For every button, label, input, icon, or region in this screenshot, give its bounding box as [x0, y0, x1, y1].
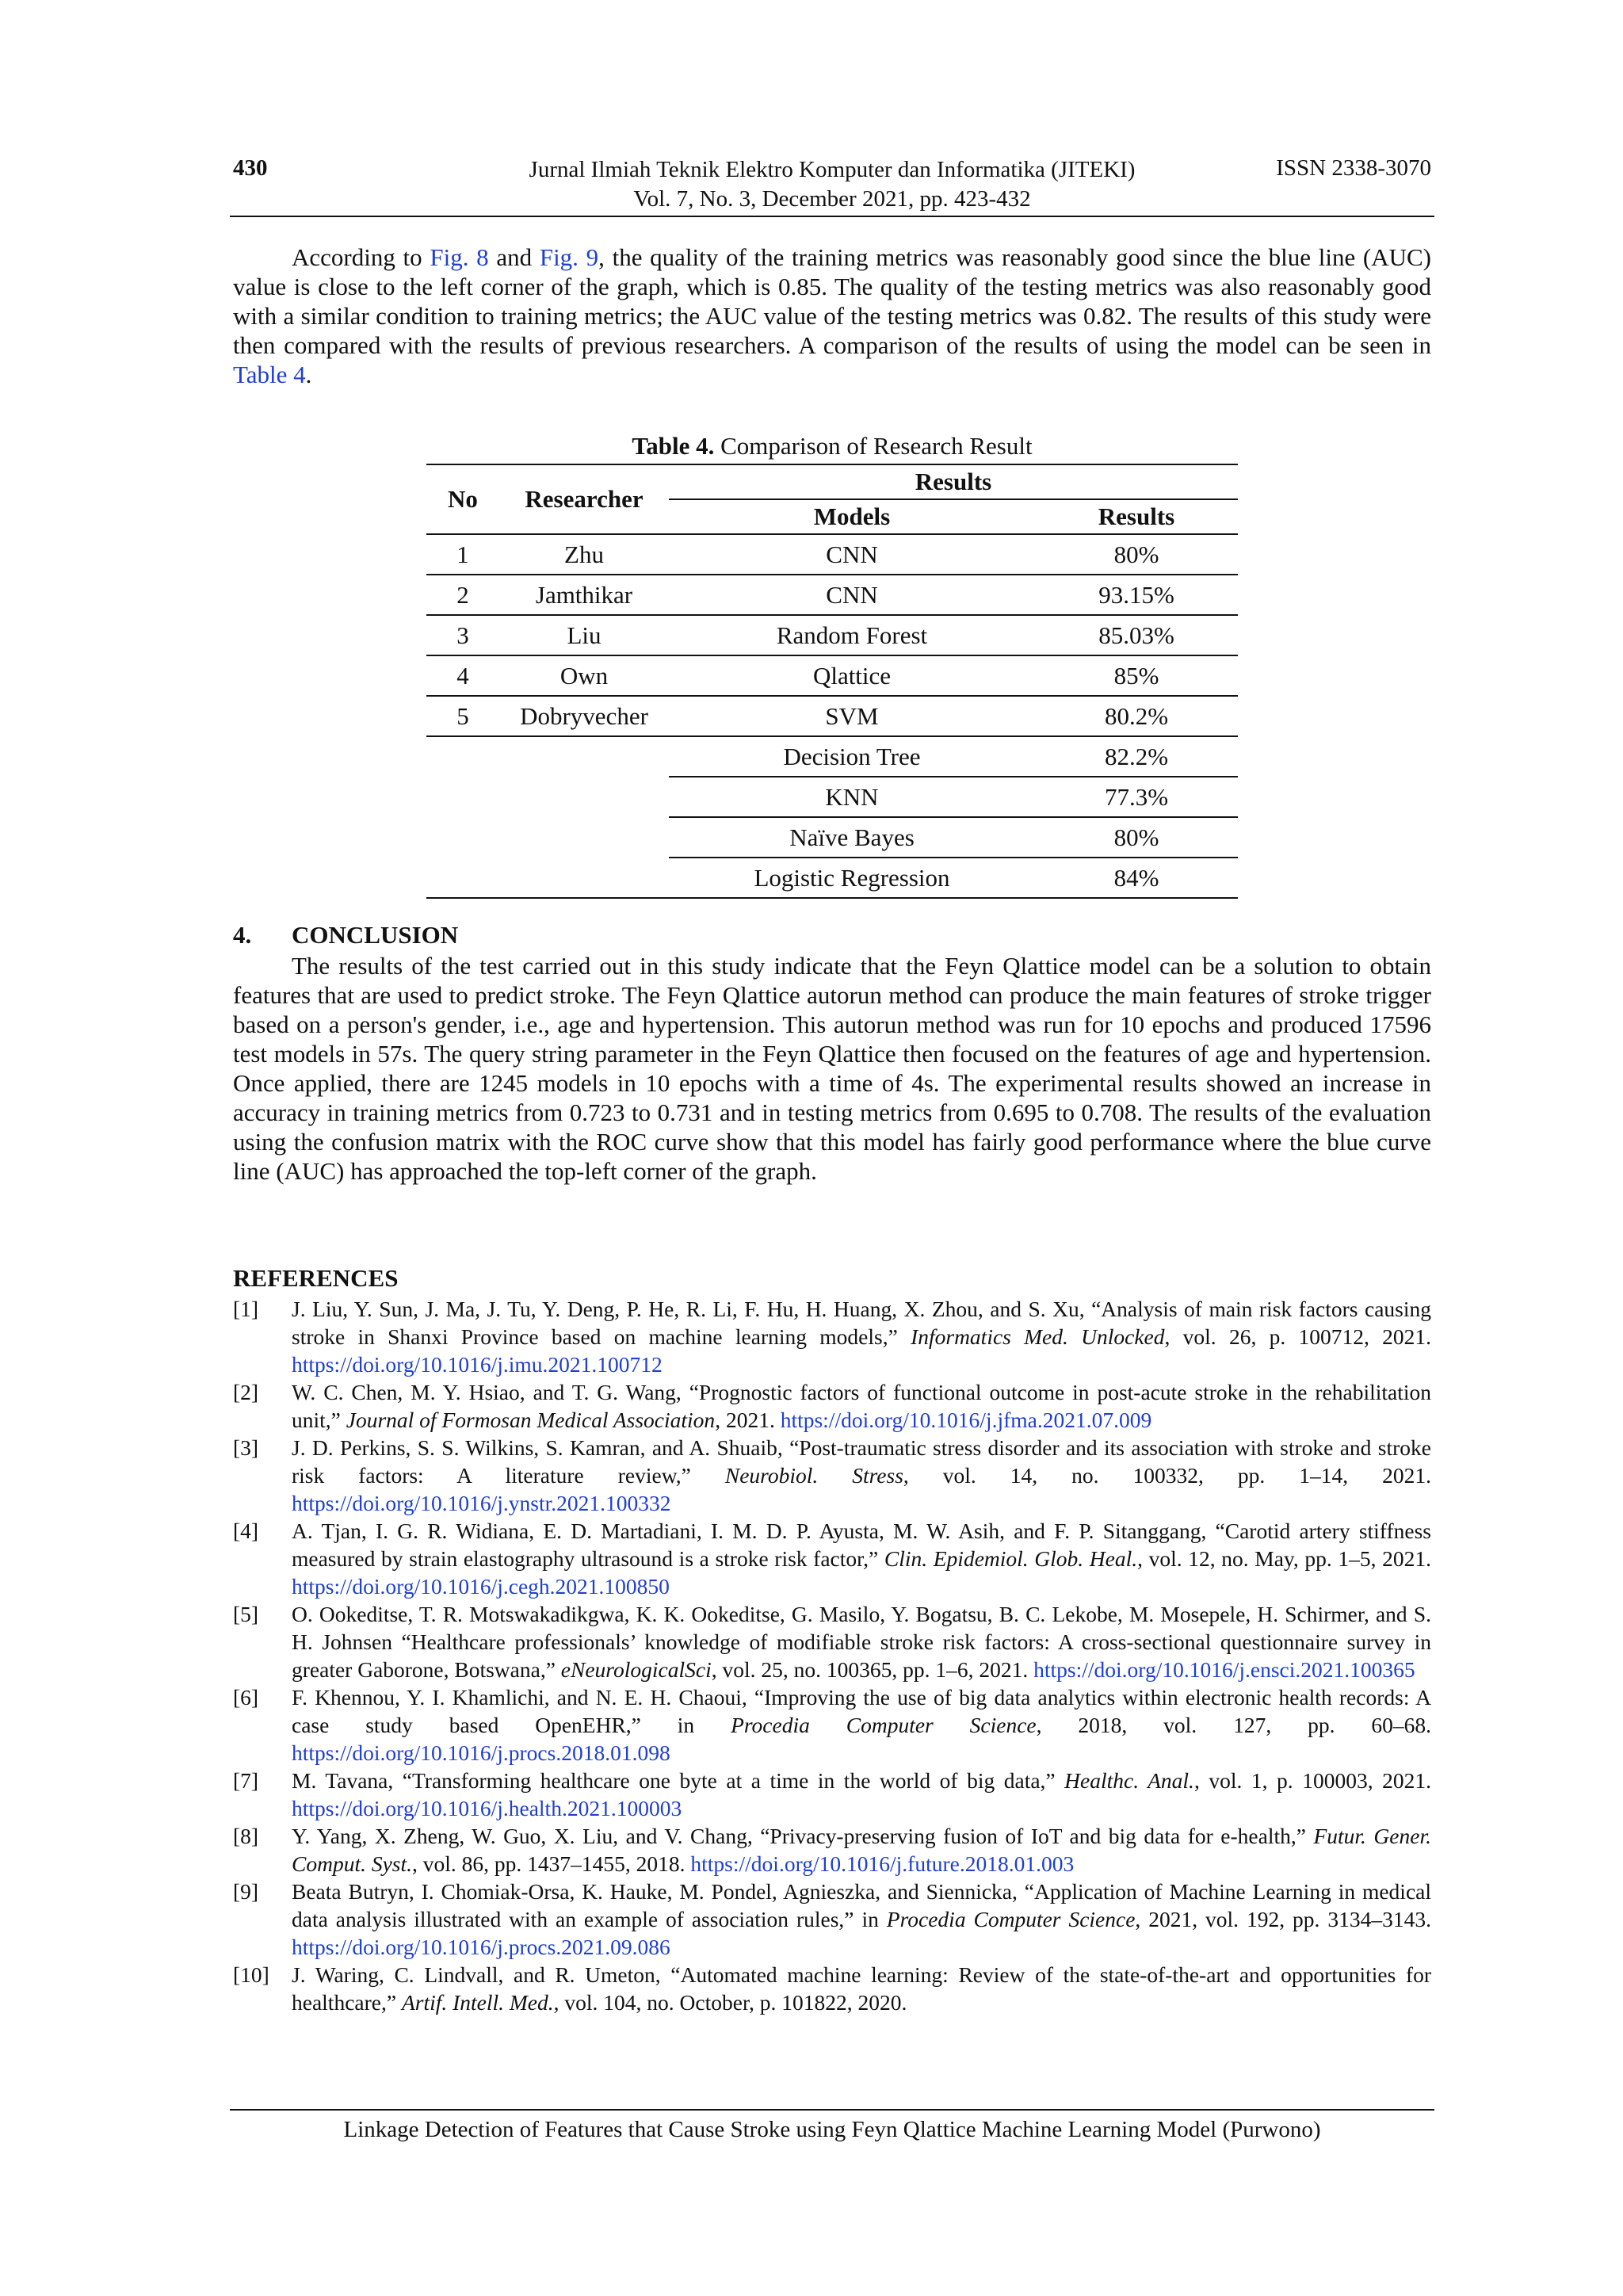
reference-details: , vol. 26, p. 100712, 2021.	[1164, 1324, 1432, 1349]
table-row	[426, 736, 1238, 777]
cell-model: CNN	[826, 580, 878, 609]
reference-doi-link[interactable]: https://doi.org/10.1016/j.ynstr.2021.100332	[292, 1491, 671, 1515]
reference-number: [1]	[233, 1297, 259, 1321]
cell-result: 85.03%	[1098, 621, 1174, 649]
cell-result: 84%	[1113, 863, 1159, 892]
cell-researcher: Dobryvecher	[520, 701, 648, 730]
cell-researcher: Zhu	[564, 540, 604, 568]
section-title: CONCLUSION	[292, 921, 459, 949]
conclusion-paragraph: The results of the test carried out in this study indicate that the Feyn Qlattice model can be a solution to obtain features that are used to predict stroke. The Feyn Qlattice autorun method can produce the main features of stroke trigger based on a person's gender, i.e., age and hypertension. This autorun method was run for 10 epochs and produced 17596 test models in 57s. The query string parameter in the Feyn Qlattice then focused on the features of age and hypertension. Once applied, there are 1245 models in 10 epochs with a time of 4s. The experimental results showed an increase in accuracy in training metrics from 0.723 to 0.731 and in testing metrics from 0.695 to 0.708. The results of the evaluation using the confusion matrix with the ROC curve show that this model has fairly good performance where the blue curve line (AUC) has approached the top-left corner of the graph.	[233, 952, 1431, 1185]
cell-researcher	[499, 817, 669, 858]
reference-details: , 2021, vol. 192, pp. 3134–3143.	[1135, 1907, 1431, 1931]
cell-no: 3	[456, 621, 469, 649]
reference-item	[233, 1683, 1431, 1767]
reference-list	[233, 1295, 1431, 2016]
reference-number: [10]	[233, 1962, 269, 1987]
intro-text-3: , the quality of the training metrics was reasonably good since the blue line (AUC) value is close to the left corner of the graph, which is 0.85. The quality of the testing metrics was also reasonably good with a similar condition to training metrics; the AUC value of the testing metrics was 0.82. The results of this study were then compared with the results of previous researchers. A comparison of the results of using the model can be seen in	[233, 243, 1431, 359]
reference-source: Futur. Gener. Comput. Syst.	[292, 1824, 1431, 1876]
reference-number: [5]	[233, 1602, 259, 1626]
intro-text-4: .	[305, 361, 312, 388]
reference-item	[233, 1517, 1431, 1600]
cell-model: Qlattice	[812, 661, 892, 690]
reference-details: , vol. 25, no. 100365, pp. 1–6, 2021.	[711, 1657, 1034, 1682]
cell-no	[426, 858, 499, 898]
cell-model: Naïve Bayes	[669, 817, 1035, 858]
cell-researcher: Liu	[567, 621, 601, 649]
reference-source: Procedia Computer Science	[886, 1907, 1136, 1931]
reference-details: , vol. 14, no. 100332, pp. 1–14, 2021.	[903, 1463, 1431, 1488]
cell-researcher: Jamthikar	[535, 580, 633, 609]
reference-number: [3]	[233, 1435, 259, 1460]
reference-source: Journal of Formosan Medical Association	[346, 1408, 716, 1432]
cell-result: 93.15%	[1098, 580, 1174, 609]
col-header-results-group: Results	[669, 464, 1238, 499]
references-heading: REFERENCES	[233, 1264, 399, 1292]
header-divider	[230, 216, 1434, 217]
page-footer: Linkage Detection of Features that Cause Stroke using Feyn Qlattice Machine Learning Model (Purwono)	[343, 2117, 1321, 2142]
reference-details: , 2021.	[715, 1408, 781, 1432]
cell-model: Decision Tree	[669, 736, 1035, 777]
reference-text: Y. Yang, X. Zheng, W. Guo, X. Liu, and V. Chang, “Privacy-preserving fusion of IoT and big data for e-health,”	[292, 1824, 1314, 1848]
cell-model: CNN	[826, 540, 878, 568]
fig8-link[interactable]: Fig. 8	[430, 243, 489, 271]
reference-text: J. Waring, C. Lindvall, and R. Umeton, “Automated machine learning: Review of the state-of-the-art and opportunities for healthcare,”	[292, 1962, 1431, 2015]
reference-doi-link[interactable]: https://doi.org/10.1016/j.ensci.2021.100365	[1033, 1657, 1415, 1682]
reference-number: [9]	[233, 1879, 259, 1904]
cell-model: SVM	[825, 701, 879, 730]
journal-title-line2: Vol. 7, No. 3, December 2021, pp. 423-432	[633, 186, 1031, 212]
cell-no: 4	[456, 661, 469, 690]
table-row	[426, 777, 1238, 817]
reference-source: Informatics Med. Unlocked	[911, 1324, 1165, 1349]
reference-source: Healthc. Anal.	[1064, 1768, 1194, 1793]
table-row	[426, 696, 1238, 736]
reference-doi-link[interactable]: https://doi.org/10.1016/j.imu.2021.100712	[292, 1352, 663, 1377]
reference-item	[233, 1434, 1431, 1517]
reference-item	[233, 1767, 1431, 1822]
reference-details: , vol. 12, no. May, pp. 1–5, 2021.	[1137, 1546, 1431, 1571]
cell-no: 1	[456, 540, 469, 568]
footer-divider	[230, 2109, 1434, 2111]
table-caption-text: Comparison of Research Result	[714, 432, 1033, 460]
reference-text: M. Tavana, “Transforming healthcare one byte at a time in the world of big data,”	[292, 1768, 1065, 1793]
intro-text-1: According to	[292, 243, 430, 271]
reference-source: Procedia Computer Science	[731, 1713, 1037, 1737]
cell-result: 80%	[1113, 540, 1159, 568]
reference-doi-link[interactable]: https://doi.org/10.1016/j.health.2021.100003	[292, 1796, 682, 1820]
reference-text: W. C. Chen, M. Y. Hsiao, and T. G. Wang, “Prognostic factors of functional outcome in post-acute stroke in the rehabilitation unit,”	[292, 1380, 1431, 1432]
col-header-no: No	[426, 464, 499, 534]
reference-text: J. D. Perkins, S. S. Wilkins, S. Kamran, and A. Shuaib, “Post-traumatic stress disorder and its association with stroke and stroke risk factors: A literature review,”	[292, 1435, 1431, 1488]
table-row	[426, 817, 1238, 858]
cell-no	[426, 736, 499, 777]
reference-number: [4]	[233, 1519, 259, 1543]
issn: ISSN 2338-3070	[1276, 155, 1431, 181]
cell-result: 80.2%	[1104, 701, 1169, 730]
reference-source: eNeurologicalSci	[560, 1657, 712, 1682]
cell-result: 85%	[1113, 661, 1159, 690]
reference-item	[233, 1822, 1431, 1878]
table4-link[interactable]: Table 4	[233, 361, 306, 388]
reference-text: A. Tjan, I. G. R. Widiana, E. D. Martadiani, I. M. D. P. Ayusta, M. W. Asih, and F. P. Sitanggang, “Carotid artery stiffness measured by strain elastography ultrasound is a stroke risk factor,”	[292, 1519, 1431, 1571]
fig9-link[interactable]: Fig. 9	[539, 243, 599, 271]
cell-researcher	[499, 736, 669, 777]
reference-text: F. Khennou, Y. I. Khamlichi, and N. E. H. Chaoui, “Improving the use of big data analytics within electronic health records: A case study based OpenEHR,” in	[292, 1685, 1431, 1737]
table-row	[426, 615, 1238, 655]
table-caption	[426, 432, 1238, 460]
reference-item	[233, 1295, 1431, 1378]
col-header-results: Results	[1035, 499, 1238, 534]
cell-result: 80%	[1035, 817, 1238, 858]
cell-no	[426, 777, 499, 817]
table-row	[426, 655, 1238, 696]
cell-model: KNN	[669, 777, 1035, 817]
cell-researcher	[499, 858, 669, 898]
reference-text: Beata Butryn, I. Chomiak-Orsa, K. Hauke, M. Pondel, Agnieszka, and Siennicka, “Application of Machine Learning in medical data analysis illustrated with an example of association rules,” in	[292, 1879, 1431, 1931]
reference-details: , vol. 1, p. 100003, 2021.	[1193, 1768, 1431, 1793]
cell-no: 2	[456, 580, 469, 609]
reference-source: Artif. Intell. Med.	[401, 1990, 554, 2015]
table-row	[426, 575, 1238, 615]
page-number: 430	[233, 155, 268, 181]
reference-details: , vol. 104, no. October, p. 101822, 2020.	[553, 1990, 907, 2015]
cell-no: 5	[456, 701, 469, 730]
reference-item	[233, 1878, 1431, 1961]
reference-number: [7]	[233, 1768, 259, 1793]
conclusion-heading	[233, 921, 458, 949]
cell-researcher	[499, 777, 669, 817]
reference-source: Clin. Epidemiol. Glob. Heal.	[884, 1546, 1138, 1571]
reference-item	[233, 1600, 1431, 1683]
journal-title-line1: Jurnal Ilmiah Teknik Elektro Komputer dan Informatika (JITEKI)	[529, 157, 1136, 182]
reference-number: [6]	[233, 1685, 259, 1710]
intro-text-2: and	[488, 243, 540, 271]
reference-doi-link[interactable]: https://doi.org/10.1016/j.future.2018.01.003	[690, 1851, 1075, 1876]
col-header-models: Models	[669, 499, 1035, 534]
reference-number: [8]	[233, 1824, 259, 1848]
cell-researcher: Own	[559, 661, 609, 690]
journal-title	[233, 155, 1431, 214]
table-caption-label: Table 4.	[632, 432, 715, 460]
cell-no	[426, 817, 499, 858]
table-row	[426, 858, 1238, 898]
reference-doi-link[interactable]: https://doi.org/10.1016/j.jfma.2021.07.009	[780, 1408, 1152, 1432]
page-header	[233, 155, 1431, 216]
cell-model: Random Forest	[776, 621, 928, 649]
cell-result: 82.2%	[1035, 736, 1238, 777]
cell-model: Logistic Regression	[754, 863, 950, 892]
reference-item	[233, 1378, 1431, 1434]
cell-result: 77.3%	[1035, 777, 1238, 817]
reference-details: , 2018, vol. 127, pp. 60–68.	[1036, 1713, 1431, 1737]
reference-doi-link[interactable]: https://doi.org/10.1016/j.procs.2018.01.098	[292, 1740, 670, 1765]
col-header-researcher: Researcher	[499, 464, 669, 534]
reference-item	[233, 1961, 1431, 2016]
intro-paragraph	[233, 243, 1431, 389]
reference-number: [2]	[233, 1380, 259, 1404]
reference-text: J. Liu, Y. Sun, J. Ma, J. Tu, Y. Deng, P. He, R. Li, F. Hu, H. Huang, X. Zhou, and S. Xu, “Analysis of main risk factors causing stroke in Shanxi Province based on machine learning models,”	[292, 1297, 1431, 1349]
reference-details: , vol. 86, pp. 1437–1455, 2018.	[412, 1851, 691, 1876]
reference-source: Neurobiol. Stress	[724, 1463, 903, 1488]
reference-doi-link[interactable]: https://doi.org/10.1016/j.procs.2021.09.086	[292, 1935, 670, 1959]
table-row	[426, 534, 1238, 575]
section-number: 4.	[233, 921, 252, 949]
comparison-table	[426, 464, 1238, 899]
reference-text: O. Ookeditse, T. R. Motswakadikgwa, K. K. Ookeditse, G. Masilo, Y. Bogatsu, B. C. Lekobe, M. Mosepele, H. Schirmer, and S. H. Johnsen “Healthcare professionals’ knowledge of modifiable stroke risk factors: A cross-sectional questionnaire survey in greater Gaborone, Botswana,”	[292, 1602, 1431, 1682]
reference-doi-link[interactable]: https://doi.org/10.1016/j.cegh.2021.100850	[292, 1574, 670, 1599]
